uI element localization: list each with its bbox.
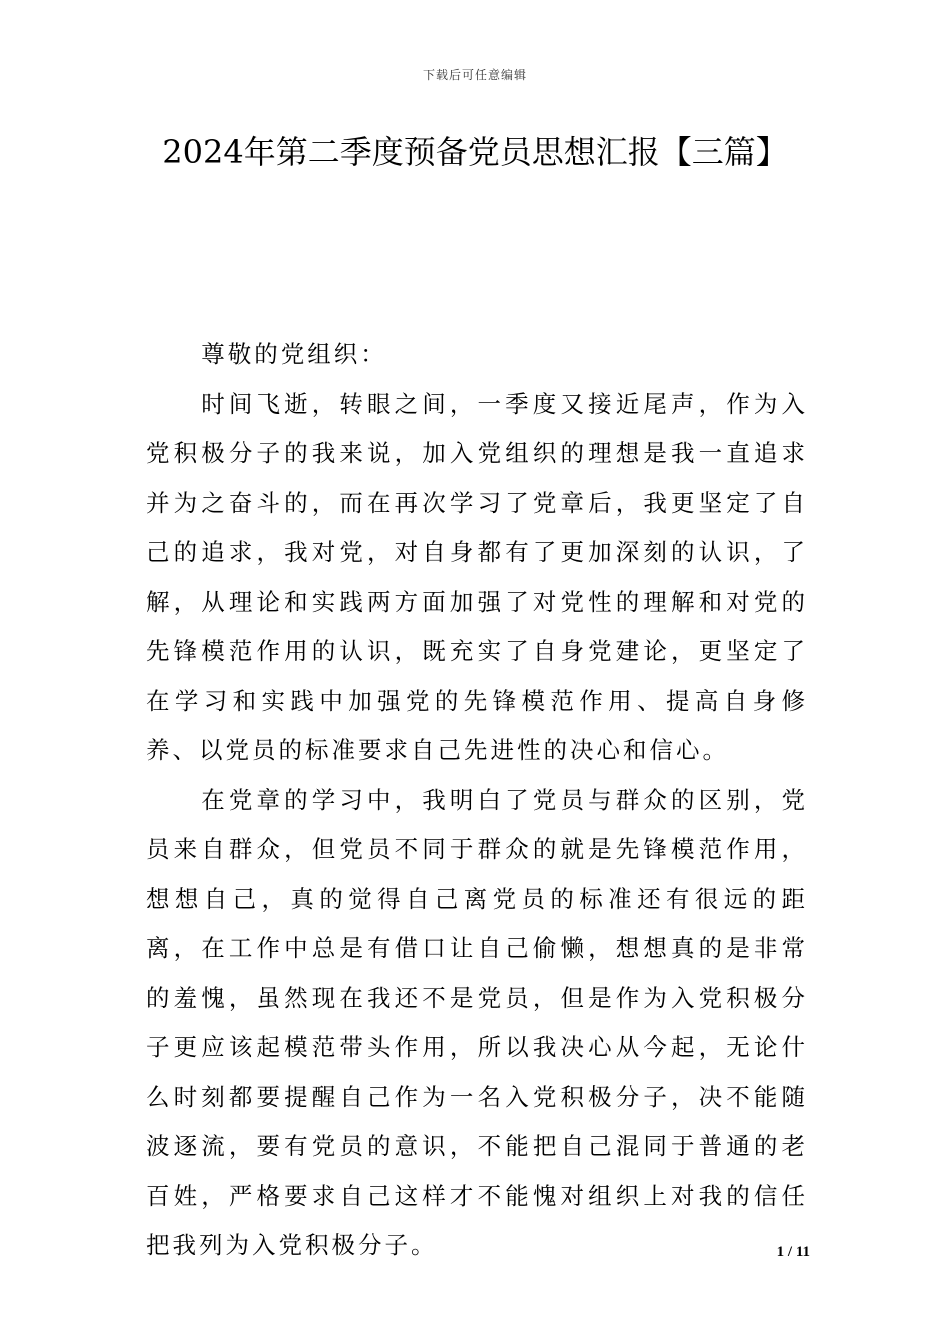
header-note: 下载后可任意编辑 bbox=[422, 68, 527, 82]
paragraph-1: 时间飞逝，转眼之间，一季度又接近尾声，作为入党积极分子的我来说，加入党组织的理想是我一直追求并为之奋斗的，而在再次学习了党章后，我更坚定了自己的追求，我对党，对自身都有了更加深刻的认识，了解，从理论和实践两方面加强了对党性的理解和对党的先锋模范作用的认识，既充实了自身党建论，更坚定了在学习和实践中加强党的先锋模范作用、提高自身修养、以党员的标准要求自己先进性的决心和信心。 bbox=[146, 389, 808, 764]
page-number: 1 / 11 bbox=[776, 1244, 810, 1260]
salutation: 尊敬的党组织： bbox=[201, 340, 387, 368]
document-title: 2024年第二季度预备党员思想汇报【三篇】 bbox=[162, 133, 788, 171]
document-body bbox=[146, 330, 808, 1271]
paragraph-2: 在党章的学习中，我明白了党员与群众的区别，党员来自群众，但党员不同于群众的就是先锋模范作用，想想自己，真的觉得自己离党员的标准还有很远的距离，在工作中总是有借口让自己偷懒，想想真的是非常的羞愧，虽然现在我还不是党员，但是作为入党积极分子更应该起模范带头作用，所以我决心从今起，无论什么时刻都要提醒自己作为一名入党积极分子，决不能随波逐流，要有党员的意识，不能把自己混同于普通的老百姓，严格要求自己这样才不能愧对组织上对我的信任把我列为入党积极分子。 bbox=[146, 785, 808, 1259]
